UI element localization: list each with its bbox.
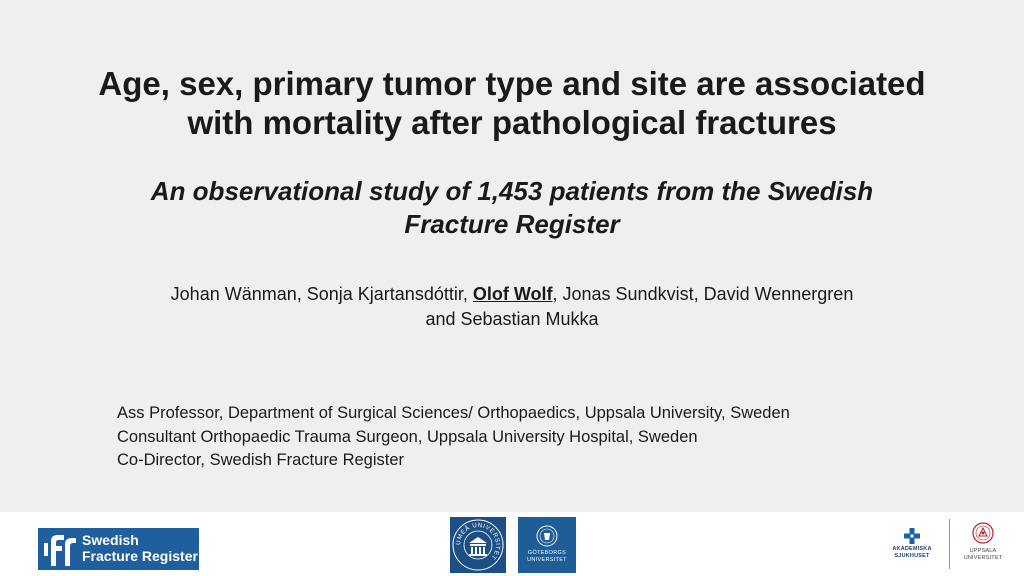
- slide-subtitle: [60, 175, 964, 241]
- authors-before-presenter: Johan Wänman, Sonja Kjartansdóttir,: [170, 284, 473, 304]
- authors-after-presenter: , Jonas Sundkvist, David Wennergren: [552, 284, 854, 304]
- umea-university-logo: [450, 517, 506, 573]
- title-line-1: Age, sex, primary tumor type and site are associated: [98, 65, 926, 102]
- affiliation-line: Ass Professor, Department of Surgical Sciences/ Orthopaedics, Uppsala University, Sweden: [117, 404, 790, 422]
- author-line-2: and Sebastian Mukka: [425, 309, 599, 329]
- subtitle-line-1: An observational study of 1,453 patients from the Swedish: [150, 176, 874, 206]
- presenter-name: Olof Wolf: [472, 284, 553, 304]
- umea-seal-icon: [450, 517, 506, 573]
- uu-wordmark: [958, 548, 1008, 562]
- presenter-affiliations: [117, 402, 937, 473]
- umea-seal-text: UMEÅ UNIVERSITET: [454, 521, 502, 561]
- gothenburg-university-logo: [518, 517, 576, 573]
- gu-seal-icon: [536, 525, 558, 547]
- akademiska-sjukhuset-logo: [886, 528, 938, 562]
- uu-line-2: UNIVERSITET: [963, 555, 1003, 561]
- title-line-2: with mortality after pathological fractures: [187, 104, 837, 141]
- sfr-line-1: Swedish: [82, 532, 139, 548]
- swedish-fracture-register-logo: [38, 528, 199, 570]
- gu-line-2: UNIVERSITET: [527, 557, 567, 563]
- gu-wordmark: [518, 550, 576, 564]
- uu-seal-icon: [972, 522, 994, 544]
- logo-divider: [949, 519, 950, 569]
- slide-title: [40, 64, 984, 142]
- subtitle-line-2: Fracture Register: [404, 209, 620, 239]
- uu-line-1: UPPSALA: [969, 548, 997, 554]
- cross-icon: [904, 528, 920, 544]
- gu-line-1: GÖTEBORGS: [527, 550, 567, 556]
- author-list: [80, 282, 944, 332]
- sfr-wordmark: [82, 533, 198, 564]
- uppsala-university-logo: [958, 522, 1008, 566]
- affiliation-line: Consultant Orthopaedic Trauma Surgeon, Uppsala University Hospital, Sweden: [117, 427, 698, 446]
- sfr-mark-icon: [42, 532, 78, 566]
- author-line-1: [80, 282, 944, 307]
- affiliation-line: Co-Director, Swedish Fracture Register: [117, 451, 405, 469]
- akademiska-wordmark: [886, 546, 938, 560]
- akademiska-line-2: SJUKHUSET: [894, 553, 930, 559]
- sfr-line-2: Fracture Register: [82, 547, 198, 564]
- akademiska-line-1: AKADEMISKA: [892, 546, 932, 552]
